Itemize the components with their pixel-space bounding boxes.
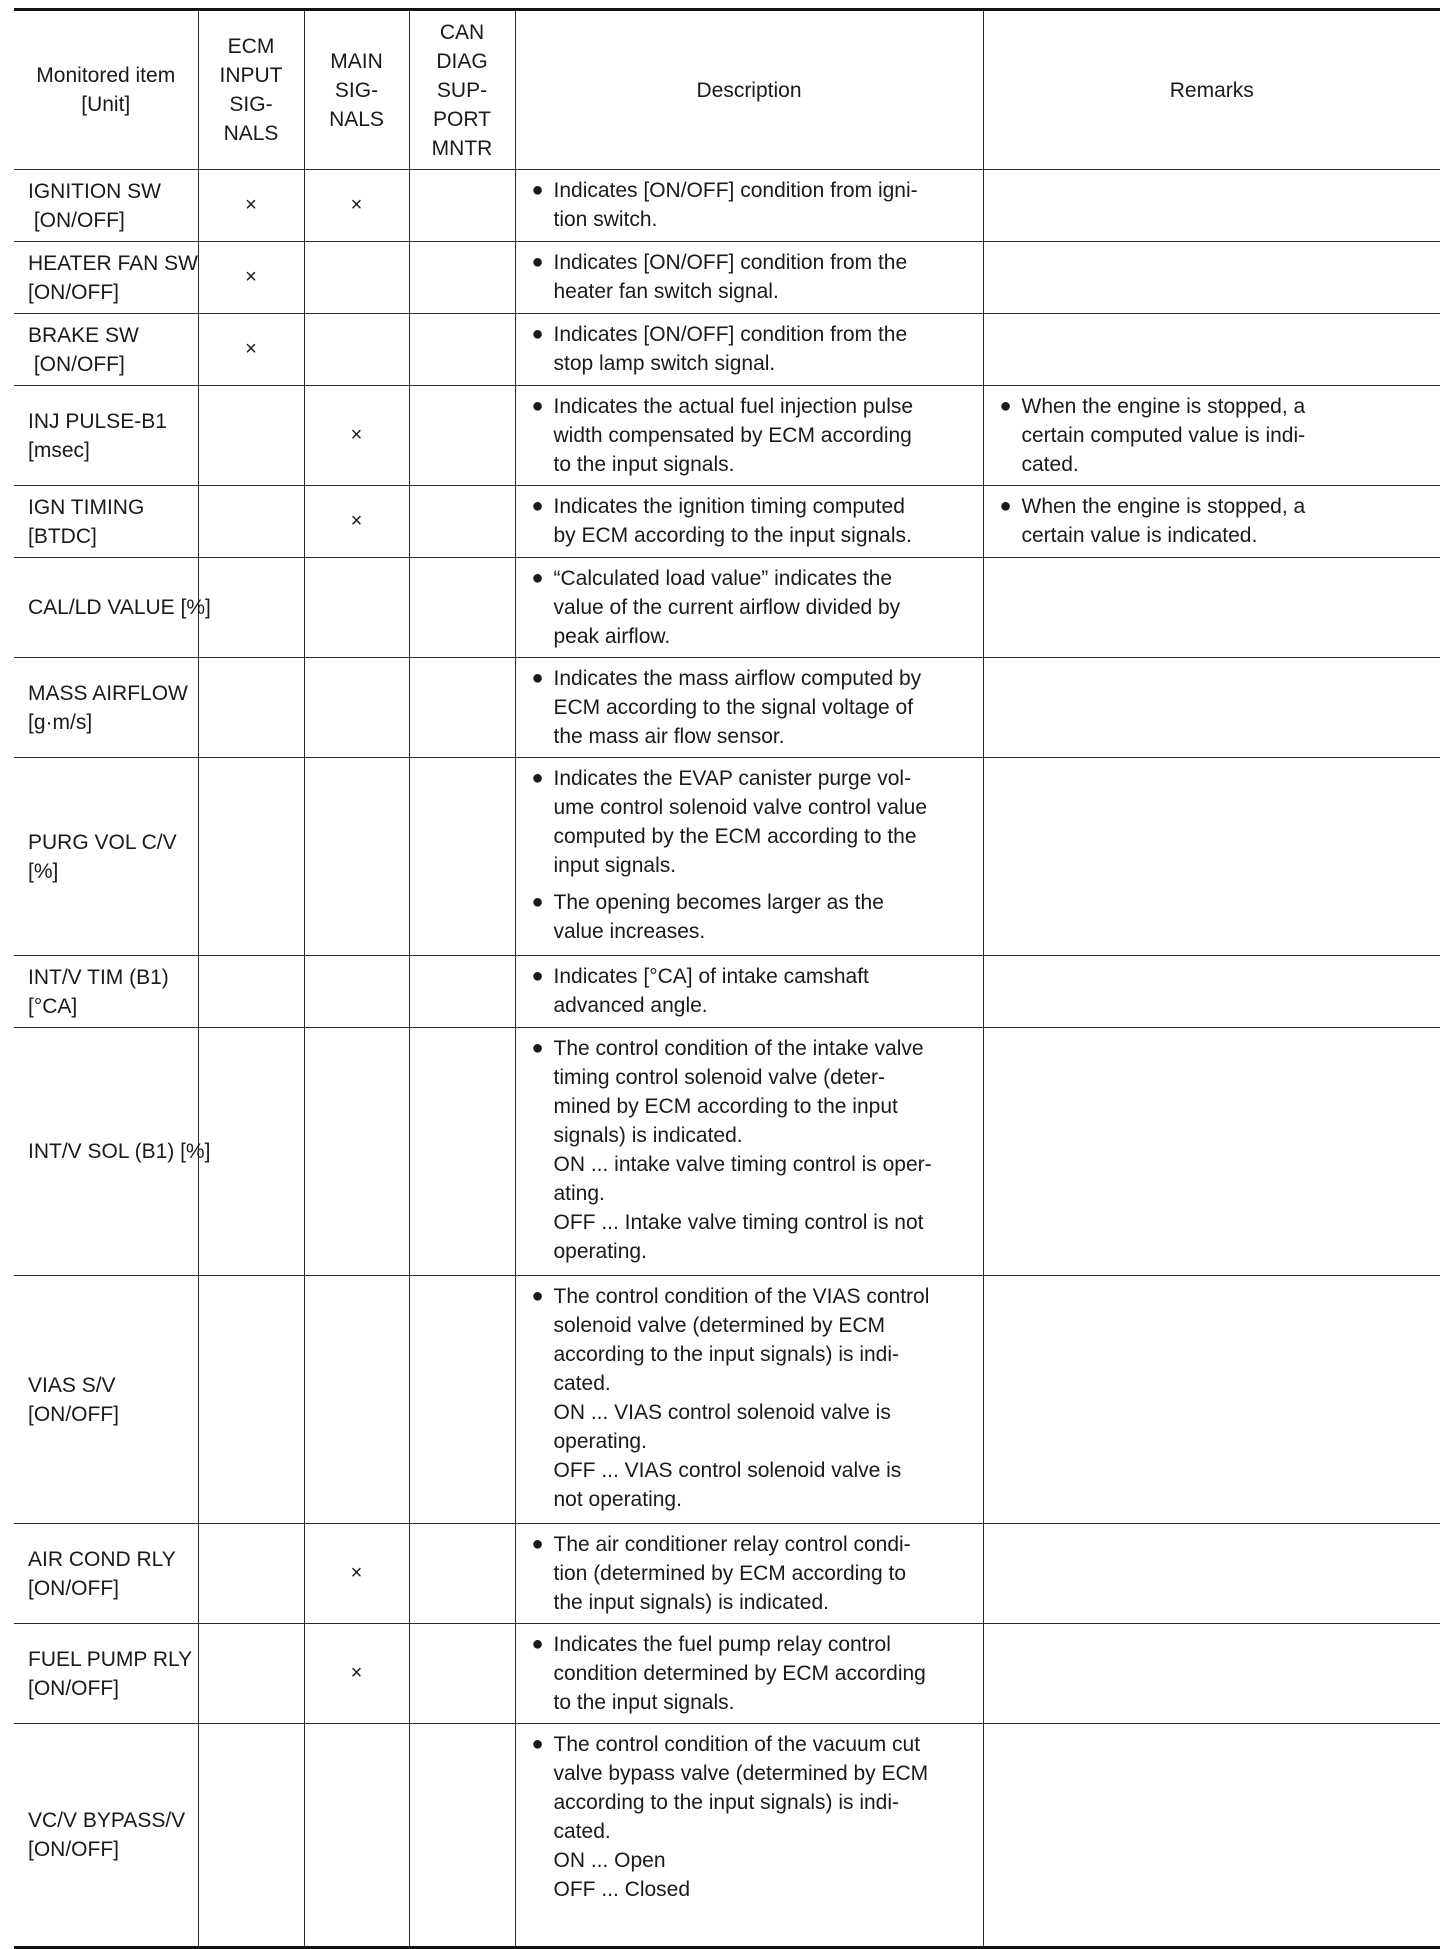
monitored-item-text: [g·m/s] [28,710,93,734]
bullet-line: operating. [553,1430,647,1453]
bullet-item [528,888,971,946]
bullet-line: according to the input signals) is indi- [553,1343,900,1366]
can-diag-mark [409,1276,515,1524]
monitored-item-text: [°CA] [28,994,78,1018]
bullet-line: ume control solenoid valve control value [553,796,928,819]
bullet-item [528,1530,971,1617]
monitored-item-cell [14,1524,198,1624]
header-monitored-item: Monitored item [Unit] [14,10,198,170]
header-ecm-input-signals: ECM INPUT SIG- NALS [198,10,304,170]
can-diag-mark [409,170,515,242]
monitored-item-text: BRAKE SW [28,323,139,347]
remarks-cell [983,1028,1440,1276]
can-diag-mark [409,956,515,1028]
monitored-item-cell [14,486,198,558]
remarks-cell [983,386,1440,486]
bullet-icon: ● [531,891,544,913]
can-diag-mark [409,1524,515,1624]
table-row [14,658,1440,758]
can-diag-mark [409,486,515,558]
bullet-line: to the input signals. [553,453,735,476]
bullet-line: according to the input signals) is indi- [553,1791,900,1814]
remarks-cell [983,658,1440,758]
monitored-item-text: [ON/OFF] [28,352,125,376]
bullet-line: ECM according to the signal voltage of [553,696,914,719]
bullet-line: The air conditioner relay control condi- [553,1533,911,1556]
bullet-line: to the input signals. [553,1691,735,1714]
table-row [14,1276,1440,1524]
monitored-item-cell [14,956,198,1028]
monitored-item-cell [14,314,198,386]
bullet-line: The control condition of the intake valve [553,1037,924,1060]
bullet-item [528,392,971,479]
description-cell [515,758,983,956]
bullet-icon: ● [531,1733,544,1755]
bullet-line: condition determined by ECM according [553,1662,926,1685]
monitored-item-text: [%] [28,859,59,883]
description-cell [515,1524,983,1624]
bullet-line: not operating. [553,1488,682,1511]
bullet-item [528,764,971,880]
bullet-line: ON ... intake valve timing control is oper- [553,1153,932,1176]
table-row [14,558,1440,658]
remarks-cell [983,242,1440,314]
bullet-line: Indicates the mass airflow computed by [553,667,922,690]
table-row [14,1524,1440,1624]
bullet-item [528,176,971,234]
remarks-cell [983,1524,1440,1624]
bullet-line: computed by the ECM according to the [553,825,917,848]
can-diag-mark [409,1624,515,1724]
remarks-cell [983,1624,1440,1724]
bullet-icon: ● [531,1285,544,1307]
bullet-icon: ● [531,251,544,273]
remarks-cell [983,1276,1440,1524]
bullet-line: valve bypass valve (determined by ECM [553,1762,929,1785]
bullet-line: When the engine is stopped, a [1021,495,1306,518]
ecm-input-mark [198,658,304,758]
ecm-input-mark [198,1724,304,1948]
monitored-item-cell [14,1624,198,1724]
bullet-item [528,962,971,1020]
bullet-line: operating. [553,1240,647,1263]
main-signal-mark: × [304,170,409,242]
monitored-item-text: IGN TIMING [28,495,145,519]
bullet-line: stop lamp switch signal. [553,352,776,375]
bullet-line: Indicates the fuel pump relay control [553,1633,891,1656]
bullet-line: When the engine is stopped, a [1021,395,1306,418]
bullet-item [528,664,971,751]
main-signal-mark [304,314,409,386]
ecm-input-mark: × [198,242,304,314]
monitored-item-text: AIR COND RLY [28,1547,176,1571]
monitored-item-cell [14,1276,198,1524]
description-cell [515,486,983,558]
bullet-item [528,1630,971,1717]
can-diag-mark [409,314,515,386]
main-signal-mark [304,1724,409,1948]
bullet-line: OFF ... Closed [553,1878,691,1901]
description-cell [515,1276,983,1524]
bullet-icon: ● [531,567,544,589]
monitored-item-text: [ON/OFF] [28,1676,119,1700]
can-diag-mark [409,558,515,658]
bullet-line: The control condition of the VIAS control [553,1285,930,1308]
bullet-line: The control condition of the vacuum cut [553,1733,921,1756]
monitored-item-text: [ON/OFF] [28,1402,119,1426]
bullet-line: certain value is indicated. [1021,524,1258,547]
header-remarks: Remarks [983,10,1440,170]
bullet-line: ating. [553,1182,605,1205]
bullet-icon: ● [531,965,544,987]
bullet-line: tion (determined by ECM according to [553,1562,906,1585]
monitored-item-cell [14,242,198,314]
bullet-item [996,392,1429,479]
monitored-item-text: PURG VOL C/V [28,830,177,854]
bullet-item [528,1282,971,1514]
monitored-item-text: MASS AIRFLOW [28,681,188,705]
main-signal-mark [304,658,409,758]
monitored-item-text: CAL/LD VALUE [%] [28,596,211,619]
monitored-item-text: INJ PULSE-B1 [28,409,167,433]
bullet-line: by ECM according to the input signals. [553,524,912,547]
main-signal-mark: × [304,1624,409,1724]
bullet-icon: ● [531,1633,544,1655]
bullet-line: tion switch. [553,208,658,231]
bullet-icon: ● [531,395,544,417]
ecm-input-mark [198,558,304,658]
main-signal-mark: × [304,486,409,558]
remarks-cell [983,486,1440,558]
bullet-icon: ● [531,767,544,789]
bullet-line: cated. [1021,453,1079,476]
table-row [14,1028,1440,1276]
table-row [14,1724,1440,1948]
monitored-item-text: VC/V BYPASS/V [28,1809,186,1832]
bullet-icon: ● [531,179,544,201]
main-signal-mark [304,242,409,314]
bullet-icon: ● [531,323,544,345]
main-signal-mark: × [304,386,409,486]
bullet-line: heater fan switch signal. [553,280,779,303]
description-cell [515,314,983,386]
bullet-icon: ● [531,667,544,689]
monitored-item-cell [14,558,211,658]
bullet-line: cated. [553,1372,611,1395]
table-row [14,170,1440,242]
table-row [14,314,1440,386]
bullet-line: timing control solenoid valve (deter- [553,1066,885,1089]
bullet-line: OFF ... VIAS control solenoid valve is [553,1459,902,1482]
bullet-icon: ● [999,395,1012,417]
bullet-line: signals) is indicated. [553,1124,743,1147]
ecm-input-mark [198,1524,304,1624]
bullet-line: the mass air flow sensor. [553,725,785,748]
bullet-line: Indicates [ON/OFF] condition from igni- [553,179,918,202]
description-cell [515,658,983,758]
bullet-item [528,564,971,651]
can-diag-mark [409,758,515,956]
bullet-icon: ● [531,495,544,517]
table-row [14,1624,1440,1724]
ecm-input-mark [198,1276,304,1524]
monitored-item-text: HEATER FAN SW [28,251,198,275]
main-signal-mark [304,558,409,658]
description-cell [515,1624,983,1724]
ecm-input-mark [198,956,304,1028]
header-row [14,10,1440,170]
ecm-input-mark [198,1028,304,1276]
monitored-item-cell [14,658,198,758]
header-description: Description [515,10,983,170]
bullet-line: mined by ECM according to the input [553,1095,898,1118]
monitored-item-text: VIAS S/V [28,1373,116,1397]
table-body [14,170,1440,1948]
monitored-item-text: [msec] [28,438,90,462]
bullet-line: the input signals) is indicated. [553,1591,829,1614]
description-cell [515,956,983,1028]
monitored-item-text: [BTDC] [28,524,97,548]
monitored-items-table [14,8,1440,1949]
remarks-cell [983,758,1440,956]
bullet-line: cated. [553,1820,611,1843]
bullet-line: OFF ... Intake valve timing control is not [553,1211,924,1234]
remarks-cell [983,314,1440,386]
monitored-item-text: [ON/OFF] [28,280,119,304]
can-diag-mark [409,1724,515,1948]
header-can-diag-support-mntr: CAN DIAG SUP- PORT MNTR [409,10,515,170]
bullet-line: width compensated by ECM according [553,424,912,447]
description-cell [515,1724,983,1948]
bullet-line: ON ... VIAS control solenoid valve is [553,1401,891,1424]
bullet-line: “Calculated load value” indicates the [553,567,893,590]
bullet-line: The opening becomes larger as the [553,891,884,914]
bullet-line: certain computed value is indi- [1021,424,1306,447]
description-cell [515,242,983,314]
table-row [14,486,1440,558]
ecm-input-mark [198,386,304,486]
table-row [14,956,1440,1028]
can-diag-mark [409,242,515,314]
bullet-icon: ● [531,1533,544,1555]
can-diag-mark [409,386,515,486]
description-cell [515,1028,983,1276]
table-row [14,386,1440,486]
monitored-item-cell [14,1028,211,1276]
ecm-input-mark: × [198,314,304,386]
bullet-line: Indicates the actual fuel injection pulse [553,395,914,418]
monitored-item-text: INT/V SOL (B1) [%] [28,1140,211,1163]
bullet-item [996,492,1429,550]
bullet-item [528,320,971,378]
main-signal-mark [304,758,409,956]
remarks-cell [983,956,1440,1028]
ecm-input-mark [198,486,304,558]
bullet-line: Indicates [ON/OFF] condition from the [553,251,908,274]
monitored-item-cell [14,170,198,242]
monitored-item-cell [14,1724,198,1948]
monitored-item-text: [ON/OFF] [28,1838,119,1861]
main-signal-mark [304,956,409,1028]
can-diag-mark [409,658,515,758]
monitored-item-text: FUEL PUMP RLY [28,1647,193,1671]
description-cell [515,170,983,242]
ecm-input-mark: × [198,170,304,242]
bullet-item [528,1034,971,1266]
bullet-line: Indicates [°CA] of intake camshaft [553,965,869,988]
bullet-item [528,248,971,306]
remarks-cell [983,558,1440,658]
remarks-cell [983,170,1440,242]
main-signal-mark [304,1028,409,1276]
ecm-input-mark [198,1624,304,1724]
main-signal-mark: × [304,1524,409,1624]
monitored-item-text: INT/V TIM (B1) [28,965,169,989]
main-signal-mark [304,1276,409,1524]
monitored-item-text: [ON/OFF] [28,1576,119,1600]
monitored-item-text: IGNITION SW [28,179,161,203]
monitored-item-cell [14,758,198,956]
bullet-line: value of the current airflow divided by [553,596,901,619]
can-diag-mark [409,1028,515,1276]
description-cell [515,558,983,658]
bullet-item [528,1730,971,1904]
bullet-line: advanced angle. [553,994,708,1017]
bullet-line: peak airflow. [553,625,671,648]
remarks-cell [983,1724,1440,1948]
bullet-line: Indicates the EVAP canister purge vol- [553,767,912,790]
bullet-item [528,492,971,550]
bullet-line: Indicates [ON/OFF] condition from the [553,323,908,346]
monitored-item-text: [ON/OFF] [28,208,125,232]
bullet-line: input signals. [553,854,677,877]
ecm-input-mark [198,758,304,956]
bullet-line: Indicates the ignition timing computed [553,495,905,518]
bullet-line: solenoid valve (determined by ECM [553,1314,885,1337]
header-main-signals: MAIN SIG- NALS [304,10,409,170]
table-row [14,242,1440,314]
bullet-icon: ● [999,495,1012,517]
monitored-item-cell [14,386,198,486]
table-row [14,758,1440,956]
bullet-line: ON ... Open [553,1849,666,1872]
description-cell [515,386,983,486]
bullet-icon: ● [531,1037,544,1059]
bullet-line: value increases. [553,920,706,943]
